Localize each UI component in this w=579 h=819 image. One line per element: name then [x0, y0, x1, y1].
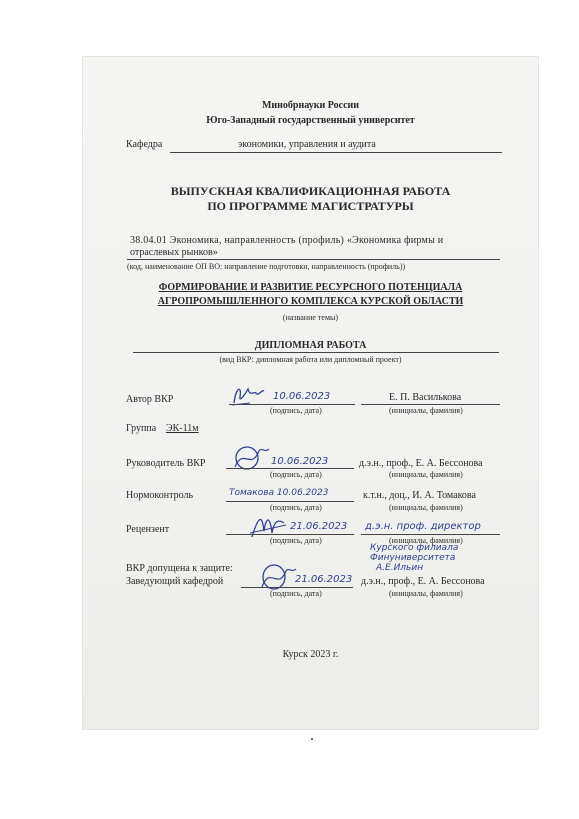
author-sig-line [229, 404, 355, 405]
work-title-line2: ПО ПРОГРАММЕ МАГИСТРАТУРЫ [207, 199, 414, 213]
topic-caption: (название темы) [282, 313, 339, 322]
author-name: Е. П. Василькова [389, 392, 462, 403]
author-signature [228, 383, 268, 409]
head-sig-caption: (подпись, дата) [270, 589, 322, 598]
normcontrol-handwritten: Томакова 10.06.2023 [229, 488, 329, 498]
university-name: Юго-Западный государственный университет [206, 115, 415, 126]
work-type-caption: (вид ВКР: дипломная работа или дипломный проект) [219, 355, 402, 364]
supervisor-name-caption: (инициалы, фамилия) [389, 470, 463, 479]
program-line1: 38.04.01 Экономика, направленность (профиль) «Экономика фирмы и [130, 235, 444, 246]
normcontrol-label: Нормоконтроль [126, 490, 194, 501]
department-label: Кафедра [126, 139, 163, 150]
program-underline [127, 259, 500, 260]
document-page [83, 57, 538, 729]
normcontrol-sig-line [226, 501, 354, 502]
work-type-underline [133, 352, 499, 353]
topic-line2: АГРОПРОМЫШЛЕННОГО КОМПЛЕКСА КУРСКОЙ ОБЛАСТИ [157, 296, 464, 307]
head-date: 21.06.2023 [295, 574, 353, 585]
group-value: ЭК-11м [166, 423, 199, 434]
head-name-caption: (инициалы, фамилия) [389, 589, 463, 598]
department-underline [170, 152, 502, 153]
author-name-line [361, 404, 500, 405]
head-name: д.э.н., проф., Е. А. Бессонова [361, 576, 485, 587]
supervisor-sig-line [226, 468, 354, 469]
normcontrol-sig-caption: (подпись, дата) [270, 503, 322, 512]
reviewer-handwritten-extra1: Курского филиала [370, 543, 459, 553]
admission-label: ВКР допущена к защите: [126, 563, 233, 574]
reviewer-label: Рецензент [126, 524, 170, 535]
reviewer-name-caption: (инициалы, фамилия) [389, 536, 463, 545]
city-year: Курск 2023 г. [282, 649, 339, 660]
normcontrol-name: к.т.н., доц., И. А. Томакова [363, 490, 476, 501]
normcontrol-name-caption: (инициалы, фамилия) [389, 503, 463, 512]
reviewer-handwritten-extra3: А.Е.Ильин [376, 563, 424, 573]
supervisor-sig-caption: (подпись, дата) [270, 470, 322, 479]
author-date: 10.06.2023 [273, 391, 331, 402]
reviewer-sig-caption: (подпись, дата) [270, 536, 322, 545]
author-name-caption: (инициалы, фамилия) [389, 406, 463, 415]
head-sig-line [241, 587, 353, 588]
program-line2: отраслевых рынков» [130, 247, 218, 258]
program-caption: (код, наименование ОП ВО: направление подготовки, направленность (профиль)) [127, 262, 406, 271]
department-value: экономики, управления и аудита [238, 139, 376, 150]
reviewer-name-line [361, 534, 500, 535]
supervisor-name: д.э.н., проф., Е. А. Бессонова [359, 458, 483, 469]
supervisor-date: 10.06.2023 [271, 456, 329, 467]
ministry-name: Минобрнауки России [261, 100, 360, 111]
topic-line1: ФОРМИРОВАНИЕ И РАЗВИТИЕ РЕСУРСНОГО ПОТЕНЦИАЛА [158, 282, 463, 293]
work-type: ДИПЛОМНАЯ РАБОТА [254, 340, 367, 351]
group-label: Группа [126, 423, 157, 434]
reviewer-handwritten-extra2: Финуниверситета [370, 553, 456, 563]
supervisor-label: Руководитель ВКР [126, 458, 206, 469]
reviewer-handwritten-name: д.э.н. проф. директор [365, 521, 481, 532]
work-title-line1: ВЫПУСКНАЯ КВАЛИФИКАЦИОННАЯ РАБОТА [170, 184, 451, 198]
stray-mark [311, 738, 313, 740]
reviewer-date: 21.06.2023 [290, 521, 348, 532]
reviewer-sig-line [226, 534, 354, 535]
author-sig-caption: (подпись, дата) [270, 406, 322, 415]
author-label: Автор ВКР [126, 394, 174, 405]
head-of-department-label: Заведующий кафедрой [126, 576, 224, 587]
